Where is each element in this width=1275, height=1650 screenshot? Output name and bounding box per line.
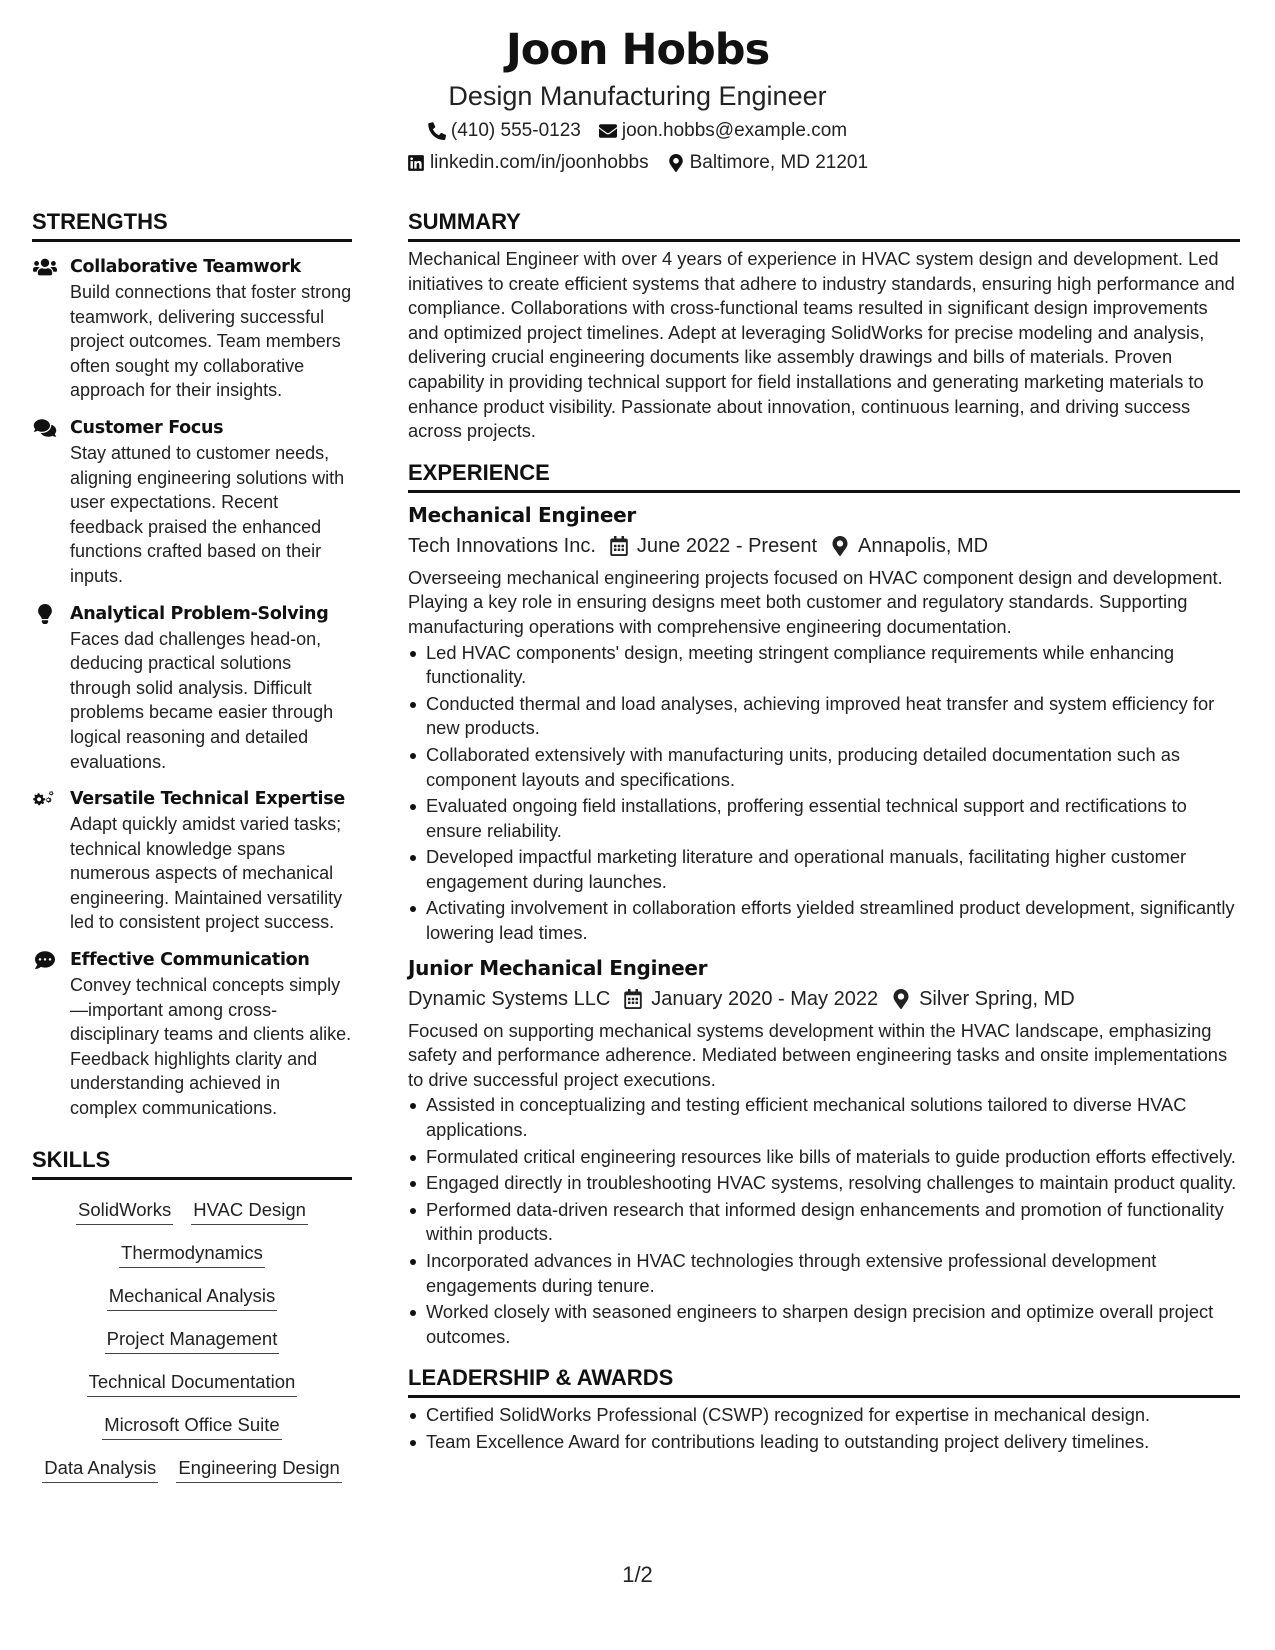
job-company: Tech Innovations Inc.: [408, 534, 596, 557]
bullet-item: Activating involvement in collaboration efforts yielded streamlined product development, significantly lowering lead times.: [408, 896, 1240, 945]
experience-section: [408, 456, 1240, 1350]
bullet-item: Conducted thermal and load analyses, achieving improved heat transfer and system efficiency for new products.: [408, 692, 1240, 741]
skill-tag: Thermodynamics: [119, 1239, 265, 1268]
bullet-item: Formulated critical engineering resources like bills of materials to guide production efforts effectively.: [408, 1145, 1240, 1170]
skill-tag: Mechanical Analysis: [107, 1282, 278, 1311]
job-bullets: [408, 641, 1240, 946]
linkedin-icon: [407, 154, 425, 172]
strength-text: Stay attuned to customer needs, aligning engineering solutions with user expectations. Recent feedback praised the enhanced functions crafted based on their inputs.: [70, 442, 345, 586]
job-company: Dynamic Systems LLC: [408, 987, 611, 1010]
strength-text: Convey technical concepts simply—important among cross-disciplinary teams and clients alike. Feedback highlights clarity and understanding achieved in complex communications.: [70, 975, 352, 1119]
strength-heading: Effective Communication: [70, 950, 310, 971]
job-meta: [408, 984, 1240, 1014]
comments-icon: [33, 418, 57, 438]
skills-title: SKILLS: [32, 1143, 352, 1180]
skill-tag: HVAC Design: [191, 1196, 308, 1225]
skill-tag: SolidWorks: [76, 1196, 173, 1225]
left-column: [32, 205, 352, 1483]
location-text: Baltimore, MD 21201: [689, 152, 869, 173]
job-location: Annapolis, MD: [858, 534, 989, 557]
bullet-item: Certified SolidWorks Professional (CSWP) recognized for expertise in mechanical design.: [408, 1403, 1240, 1428]
bullet-item: Performed data-driven research that informed design enhancements and promotion of functionality within products.: [408, 1198, 1240, 1247]
summary-text: Mechanical Engineer with over 4 years of experience in HVAC system design and development. Led initiatives to create efficient systems that adhere to industry standards, ensuring high performance and compliance. Collaborations with cross-functional teams resulted in significant design improvements and optimized project timelines. Adept at leveraging SolidWorks for precise modeling and analysis, delivering crucial engineering documents like assembly drawings and bills of materials. Proven capability in providing technical support for field installations and generating marketing materials to enhance product visibility. Passionate about innovation, continuous learning, and driving success across projects.: [408, 248, 1235, 442]
experience-title: EXPERIENCE: [408, 456, 1240, 493]
phone-icon: [428, 122, 446, 140]
page-number: 1/2: [622, 1562, 653, 1587]
strength-heading: Collaborative Teamwork: [70, 257, 301, 277]
bullet-item: Collaborated extensively with manufacturing units, producing detailed documentation such as component layouts and specifications.: [408, 743, 1240, 792]
job-title: Mechanical Engineer: [408, 502, 636, 527]
cogs-icon: [33, 789, 57, 809]
bullet-item: Assisted in conceptualizing and testing efficient mechanical solutions tailored to diverse HVAC applications.: [408, 1093, 1240, 1142]
email-contact[interactable]: [599, 116, 847, 146]
strengths-list: [32, 254, 352, 1121]
map-marker-icon: [892, 989, 910, 1009]
phone-text: (410) 555-0123: [450, 120, 581, 141]
comment-dots-icon: [33, 950, 57, 970]
job-dates: January 2020 - May 2022: [651, 987, 879, 1010]
users-icon: [33, 257, 57, 277]
calendar-icon: [624, 989, 642, 1009]
skill-tag: Project Management: [105, 1325, 280, 1354]
leadership-title: LEADERSHIP & AWARDS: [408, 1361, 1240, 1398]
skill-tag: Engineering Design: [176, 1454, 341, 1483]
strength-text: Adapt quickly amidst varied tasks; technical knowledge spans numerous aspects of mechanical engineering. Maintained versatility led to consistent project success.: [70, 814, 343, 933]
linkedin-text: linkedin.com/in/joonhobbs: [429, 152, 649, 173]
bullet-item: Incorporated advances in HVAC technologies through extensive professional development engagements during tenure.: [408, 1249, 1240, 1298]
job-dates: June 2022 - Present: [636, 534, 818, 557]
skills-list: [32, 1180, 352, 1483]
summary-title: SUMMARY: [408, 205, 1240, 242]
skill-tag: Technical Documentation: [87, 1368, 298, 1397]
location-contact: [667, 148, 868, 178]
job-bullets: [408, 1093, 1240, 1349]
strength-heading: Analytical Problem-Solving: [70, 603, 329, 624]
job-entry: [408, 952, 1240, 1350]
calendar-icon: [610, 536, 628, 556]
bullet-item: Worked closely with seasoned engineers to sharpen design precision and optimize overall project outcomes.: [408, 1300, 1240, 1349]
skill-tag: Microsoft Office Suite: [102, 1411, 281, 1440]
right-column: [408, 205, 1240, 1457]
resume-header: [0, 22, 1275, 178]
map-marker-icon: [831, 536, 849, 556]
strengths-title: STRENGTHS: [32, 205, 352, 242]
lightbulb-icon: [33, 604, 57, 624]
job-location: Silver Spring, MD: [919, 987, 1075, 1010]
strength-item: [32, 947, 352, 1121]
leadership-section: [408, 1361, 1240, 1454]
bullet-item: Led HVAC components' design, meeting stringent compliance requirements while enhancing functionality.: [408, 641, 1240, 690]
strength-heading: Versatile Technical Expertise: [70, 789, 345, 810]
email-text: joon.hobbs@example.com: [621, 120, 848, 141]
contact-row-2: [0, 148, 1275, 178]
strength-text: Build connections that foster strong teamwork, delivering successful project outcomes. Team members often sought my collaborative approach for their insights.: [70, 282, 352, 401]
map-marker-icon: [667, 154, 685, 172]
strength-item: [32, 786, 352, 935]
candidate-name: Joon Hobbs: [505, 25, 770, 75]
phone-contact[interactable]: [428, 116, 581, 146]
strength-item: [32, 254, 352, 403]
skill-tag: Data Analysis: [42, 1454, 158, 1483]
candidate-title: Design Manufacturing Engineer: [448, 81, 827, 111]
bullet-item: Developed impactful marketing literature and operational manuals, facilitating higher customer engagement during launches.: [408, 845, 1240, 894]
strength-item: [32, 601, 352, 775]
job-meta: [408, 531, 1240, 561]
job-description: Overseeing mechanical engineering projects focused on HVAC component design and development. Playing a key role in ensuring designs meet both customer and regulatory standards. Supporting manufacturing operations with comprehensive engineering documentation.: [408, 566, 1223, 637]
leadership-bullets: [408, 1403, 1240, 1454]
job-entry: [408, 499, 1240, 946]
strength-text: Faces dad challenges head-on, deducing practical solutions through solid analysis. Difficult problems became easier through logical reasoning and detailed evaluations.: [70, 628, 334, 772]
job-title: Junior Mechanical Engineer: [408, 955, 708, 980]
linkedin-contact[interactable]: [407, 148, 649, 178]
contact-row-1: [0, 116, 1275, 146]
bullet-item: Engaged directly in troubleshooting HVAC systems, resolving challenges to maintain product quality.: [408, 1171, 1240, 1196]
strength-heading: Customer Focus: [70, 417, 224, 438]
job-description: Focused on supporting mechanical systems development within the HVAC landscape, emphasizing safety and performance adherence. Mediated between engineering tasks and onsite implementations to drive successful project executions.: [408, 1019, 1228, 1090]
strength-item: [32, 415, 352, 589]
skills-section: [32, 1143, 352, 1483]
bullet-item: Evaluated ongoing field installations, proffering essential technical support and rectifications to ensure reliability.: [408, 794, 1240, 843]
envelope-icon: [599, 122, 617, 140]
bullet-item: Team Excellence Award for contributions leading to outstanding project delivery timelines.: [408, 1430, 1240, 1455]
